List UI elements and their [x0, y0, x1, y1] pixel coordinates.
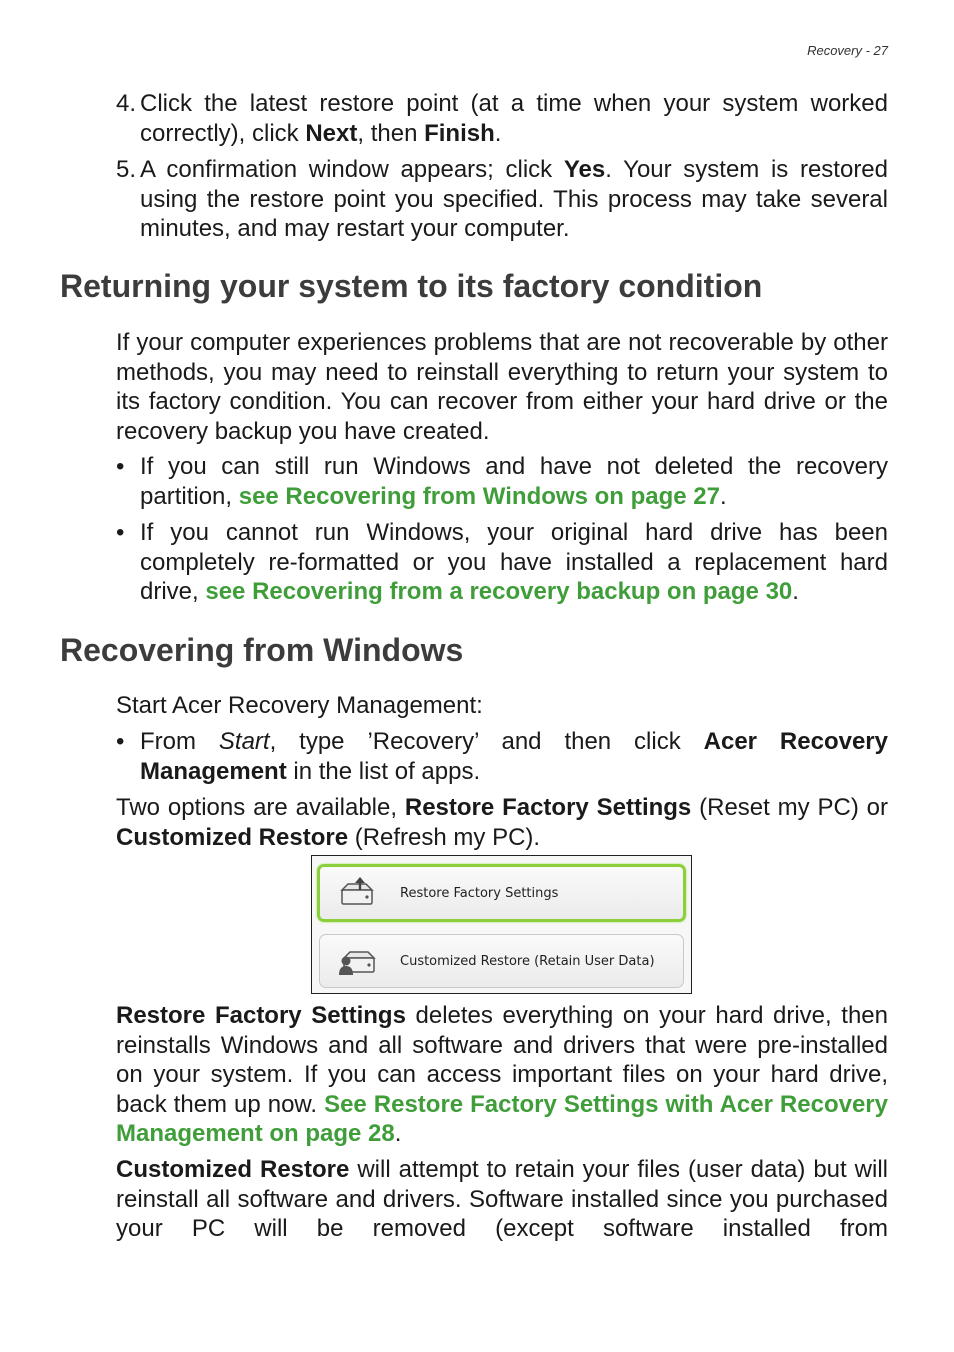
step-number: 5.	[116, 156, 137, 183]
step-text: .	[494, 119, 502, 147]
bullet-text: in the list of apps.	[286, 757, 481, 785]
step-text: , then	[357, 119, 425, 147]
link-recovering-from-windows[interactable]: see Recovering from Windows on page 27	[238, 482, 720, 510]
bullet-text: If you cannot run Windows, your original hard drive has been completely re-formatted or you have installed a replacement hard drive,	[140, 519, 888, 606]
para-text: (Reset my PC) or	[691, 794, 888, 821]
drive-upload-icon	[338, 876, 380, 910]
customized-restore-label: Customized Restore (Retain User Data)	[400, 953, 655, 969]
restore-factory-settings-button[interactable]	[317, 864, 686, 922]
customized-restore-paragraph	[116, 1155, 888, 1244]
section-heading-recovering-windows: Recovering from Windows	[60, 632, 464, 668]
start-line: Start Acer Recovery Management:	[116, 692, 483, 719]
option-name-restore: Restore Factory Settings	[404, 794, 692, 821]
bullet-windows-runs	[116, 452, 888, 511]
step-text: A confirmation window appears; click	[140, 156, 564, 183]
factory-intro-paragraph: If your computer experiences problems that are not recoverable by other methods, you may need to reinstall everything to return your system to its factory condition. You can recover from either your hard drive or the recovery backup you have created.	[116, 329, 888, 445]
para-text: .	[394, 1120, 402, 1148]
section-heading-factory: Returning your system to its factory condition	[60, 268, 763, 304]
options-paragraph	[116, 793, 888, 852]
customized-restore-button[interactable]	[319, 934, 684, 988]
step-4	[116, 89, 888, 148]
restore-factory-settings-label: Restore Factory Settings	[400, 885, 559, 901]
bullet-windows-not-running	[116, 518, 888, 607]
bullet-marker: •	[116, 728, 125, 755]
option-name-customized: Customized Restore	[116, 823, 349, 851]
para-text: (Refresh my PC).	[348, 823, 541, 851]
bullet-marker: •	[116, 519, 125, 546]
bullet-start-recovery	[116, 727, 888, 786]
bullet-marker: •	[116, 453, 125, 480]
bullet-text: .	[792, 578, 799, 606]
step-text: Click the latest restore point (at a time when your system worked correctly), click	[140, 90, 888, 147]
yes-emphasis: Yes	[563, 156, 606, 183]
para-text: deletes everything on your hard drive, then reinstalls Windows and all software and drivers that were pre-installed on your system. If you can access important files on your hard drive, back them up now.	[116, 1002, 888, 1118]
next-emphasis: Next	[305, 119, 358, 147]
step-number: 4.	[116, 90, 137, 117]
step-5	[116, 155, 888, 244]
app-name-emphasis: Acer Recovery Management	[140, 728, 888, 785]
step-text: . Your system is restored using the restore point you specified. This process may take several minutes, and may restart your computer.	[140, 156, 889, 243]
customized-restore-emphasis: Customized Restore	[116, 1156, 350, 1183]
bullet-text: , type ’Recovery’ and then click	[269, 728, 704, 755]
link-restore-factory-settings[interactable]: See Restore Factory Settings with Acer Recovery Management on page 28	[116, 1090, 888, 1148]
finish-emphasis: Finish	[424, 119, 495, 147]
bullet-text: If you can still run Windows and have not deleted the recovery partition,	[140, 453, 888, 510]
restore-factory-paragraph	[116, 1001, 888, 1149]
para-text: Two options are available,	[116, 794, 405, 821]
link-recovering-from-backup[interactable]: see Recovering from a recovery backup on page 30	[205, 578, 793, 606]
bullet-text: .	[719, 482, 727, 510]
recovery-options-screenshot	[311, 855, 692, 994]
start-emphasis: Start	[218, 728, 270, 755]
restore-factory-emphasis: Restore Factory Settings	[116, 1002, 406, 1029]
drive-user-icon	[338, 944, 380, 978]
running-header: Recovery - 27	[807, 43, 888, 58]
bullet-text: From	[140, 728, 219, 755]
para-text: will attempt to retain your files (user data) but will reinstall all software and drivers. Software installed since you purchased your PC will be removed (except software installed from	[116, 1156, 888, 1243]
